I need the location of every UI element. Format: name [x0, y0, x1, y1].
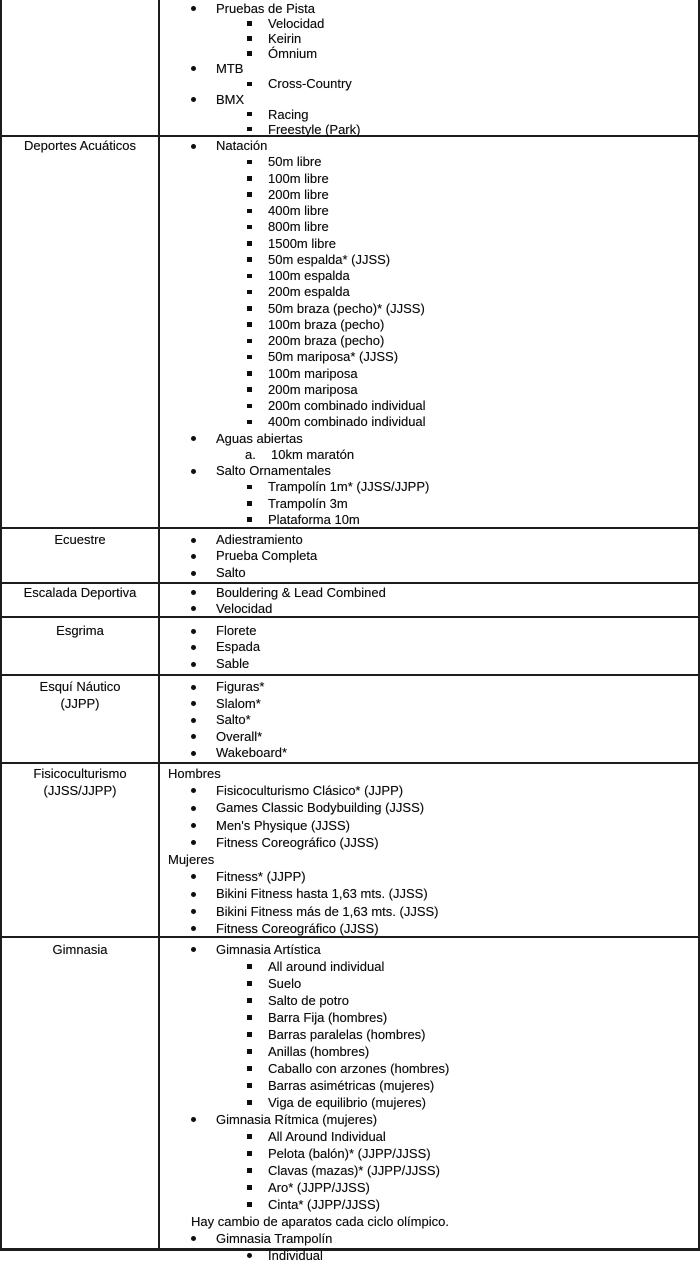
- dot-bullet-icon: [191, 469, 196, 474]
- square-bullet-icon: [247, 36, 252, 41]
- list-item-text: Gimnasia Rítmica (mujeres): [216, 1112, 378, 1127]
- list-item-text: 50m espalda* (JJSS): [268, 251, 391, 267]
- list-item: [160, 512, 698, 528]
- list-item-text: Salto Ornamentales: [216, 463, 331, 478]
- list-item-text: 10km maratón: [271, 446, 355, 462]
- list-item-text: Trampolín 1m* (JJSS/JJPP): [268, 479, 430, 495]
- list-item-text: 100m braza (pecho): [268, 316, 385, 332]
- list-item: [160, 903, 698, 920]
- list-item: [160, 765, 698, 782]
- category-cell: [2, 938, 160, 1248]
- dot-bullet-icon: [191, 892, 196, 897]
- square-bullet-icon: [247, 371, 252, 376]
- category-label: Deportes Acuáticos: [23, 138, 136, 153]
- table-row: [2, 0, 698, 137]
- dot-bullet-icon: [191, 718, 196, 723]
- list-item: [160, 679, 698, 696]
- items-cell: [160, 137, 698, 527]
- list-item: [160, 76, 698, 91]
- square-bullet-icon: [247, 160, 252, 165]
- list-item: [160, 122, 698, 137]
- list-item: [160, 1247, 698, 1264]
- list-item-text: Anillas (hombres): [268, 1044, 370, 1059]
- list-item: [160, 851, 698, 868]
- list-item-text: 50m libre: [268, 154, 322, 170]
- list-item: [160, 729, 698, 746]
- list-item-text: Salto*: [216, 712, 251, 727]
- list-item-text: Hombres: [168, 766, 221, 781]
- category-cell: [2, 0, 160, 135]
- category-cell: [2, 764, 160, 936]
- list-item: [160, 585, 698, 601]
- list-item-text: Espada: [216, 639, 261, 655]
- square-bullet-icon: [247, 404, 252, 409]
- table-row: [2, 584, 698, 618]
- list-item: [160, 203, 698, 219]
- list-item-text: Barras asimétricas (mujeres): [268, 1078, 435, 1093]
- list-item-text: Cinta* (JJPP/JJSS): [268, 1197, 380, 1212]
- square-bullet-icon: [247, 355, 252, 360]
- dot-bullet-icon: [191, 926, 196, 931]
- square-bullet-icon: [247, 1032, 252, 1037]
- list-item: [160, 1213, 698, 1230]
- list-item: [160, 479, 698, 495]
- square-bullet-icon: [247, 322, 252, 327]
- list-item: [160, 817, 698, 834]
- list-item-text: 50m braza (pecho)* (JJSS): [268, 300, 425, 316]
- list-item-text: Freestyle (Park): [268, 121, 361, 137]
- list-item-text: Barra Fija (hombres): [268, 1010, 388, 1025]
- list-item-text: 100m espalda: [268, 268, 350, 283]
- table-row: [2, 764, 698, 938]
- list-item: [160, 16, 698, 31]
- list-item: [160, 885, 698, 902]
- list-item-text: All Around Individual: [268, 1129, 386, 1144]
- dot-bullet-icon: [191, 685, 196, 690]
- dot-bullet-icon: [191, 734, 196, 739]
- square-bullet-icon: [247, 1168, 252, 1173]
- list-item: [160, 601, 698, 617]
- list-item: [160, 366, 698, 382]
- square-bullet-icon: [247, 1015, 252, 1020]
- list-item: [160, 301, 698, 317]
- items-cell: [160, 764, 698, 936]
- dot-bullet-icon: [191, 840, 196, 845]
- list-item: [160, 941, 698, 958]
- square-bullet-icon: [247, 339, 252, 344]
- list-item-text: Gimnasia Trampolín: [216, 1231, 333, 1246]
- list-item: [160, 656, 698, 672]
- list-item-text: Viga de equilibrio (mujeres): [268, 1095, 427, 1110]
- list-item-text: Pelota (balón)* (JJPP/JJSS): [268, 1146, 431, 1161]
- list-item: [160, 1, 698, 16]
- list-item: [160, 975, 698, 992]
- square-bullet-icon: [247, 127, 252, 132]
- items-cell: [160, 938, 698, 1263]
- list-item: [160, 317, 698, 333]
- list-item: [160, 284, 698, 300]
- items-cell: [160, 529, 698, 582]
- list-item-text: Cross-Country: [268, 76, 352, 92]
- category-label: Ecuestre: [54, 532, 106, 547]
- list-item-text: Salto: [216, 564, 246, 580]
- square-bullet-icon: [247, 241, 252, 246]
- list-item-text: 50m mariposa* (JJSS): [268, 349, 399, 365]
- list-item-text: Wakeboard*: [216, 745, 288, 760]
- dot-bullet-icon: [191, 788, 196, 793]
- category-label: Fisicoculturismo: [33, 766, 127, 781]
- table-row: [2, 618, 698, 676]
- list-item: [160, 61, 698, 76]
- dot-bullet-icon: [191, 1117, 196, 1122]
- list-item-text: Figuras*: [216, 679, 265, 694]
- list-item-text: 200m mariposa: [268, 381, 358, 397]
- list-item: [160, 782, 698, 799]
- square-bullet-icon: [247, 1066, 252, 1071]
- list-item-text: Bikini Fitness más de 1,63 mts. (JJSS): [216, 903, 439, 919]
- dot-bullet-icon: [191, 874, 196, 879]
- square-bullet-icon: [247, 176, 252, 181]
- list-item-text: Bikini Fitness hasta 1,63 mts. (JJSS): [216, 886, 428, 902]
- category-label: (JJPP): [60, 695, 100, 711]
- dot-bullet-icon: [191, 947, 196, 952]
- list-item: [160, 834, 698, 851]
- dot-bullet-icon: [191, 701, 196, 706]
- list-item: [160, 414, 698, 430]
- list-item: [160, 382, 698, 398]
- list-item-text: Fisicoculturismo Clásico* (JJPP): [216, 783, 404, 799]
- list-item: [160, 268, 698, 284]
- dot-bullet-icon: [191, 823, 196, 828]
- list-item-text: Individual: [268, 1248, 323, 1263]
- list-item-text: MTB: [216, 61, 244, 77]
- table-row: [2, 938, 698, 1263]
- list-item: [160, 171, 698, 187]
- list-item: [160, 696, 698, 713]
- square-bullet-icon: [247, 209, 252, 214]
- list-item: [160, 1077, 698, 1094]
- list-item: [160, 236, 698, 252]
- list-item: [160, 1162, 698, 1179]
- category-label: Esquí Náutico: [39, 679, 121, 694]
- alpha-marker: a.: [245, 446, 256, 462]
- square-bullet-icon: [247, 964, 252, 969]
- list-item-text: Overall*: [216, 728, 263, 744]
- dot-bullet-icon: [191, 436, 196, 441]
- dot-bullet-icon: [191, 538, 196, 543]
- square-bullet-icon: [247, 517, 252, 522]
- list-item: [160, 398, 698, 414]
- list-item: [160, 1026, 698, 1043]
- list-item: [160, 31, 698, 46]
- list-item: [160, 107, 698, 122]
- dot-bullet-icon: [191, 909, 196, 914]
- dot-bullet-icon: [191, 629, 196, 634]
- list-item: [160, 1094, 698, 1111]
- list-item-text: 100m libre: [268, 170, 329, 186]
- list-item: [160, 1060, 698, 1077]
- list-item: [160, 1145, 698, 1162]
- list-item-text: Bouldering & Lead Combined: [216, 585, 386, 600]
- square-bullet-icon: [247, 51, 252, 56]
- list-item: [160, 138, 698, 154]
- square-bullet-icon: [247, 1151, 252, 1156]
- items-cell: [160, 584, 698, 616]
- list-item-text: Florete: [216, 623, 257, 638]
- list-item: [160, 565, 698, 581]
- dot-bullet-icon: [191, 606, 196, 611]
- list-item: [160, 431, 698, 447]
- table-row: [2, 529, 698, 584]
- list-item-text: Adiestramiento: [216, 532, 303, 547]
- square-bullet-icon: [247, 1100, 252, 1105]
- list-item-text: 200m libre: [268, 186, 329, 202]
- list-item: [160, 496, 698, 512]
- category-cell: [2, 529, 160, 582]
- list-item-text: Gimnasia Artística: [216, 942, 321, 957]
- list-item-text: Fitness Coreográfico (JJSS): [216, 834, 379, 850]
- square-bullet-icon: [247, 1202, 252, 1207]
- list-item-text: Slalom*: [216, 695, 261, 711]
- list-item: [160, 992, 698, 1009]
- list-item: [160, 958, 698, 975]
- table-row: [2, 137, 698, 529]
- list-item: [160, 447, 698, 463]
- list-item: [160, 219, 698, 235]
- dot-bullet-icon: [191, 144, 196, 149]
- list-item: [160, 46, 698, 61]
- list-item-text: Natación: [216, 138, 268, 153]
- square-bullet-icon: [247, 485, 252, 490]
- list-item-text: BMX: [216, 91, 245, 107]
- list-item-text: Plataforma 10m: [268, 511, 360, 527]
- list-item-text: 400m libre: [268, 203, 329, 218]
- square-bullet-icon: [247, 1185, 252, 1190]
- list-item-text: Prueba Completa: [216, 548, 318, 564]
- square-bullet-icon: [247, 1049, 252, 1054]
- table-row: [2, 676, 698, 764]
- list-item: [160, 1128, 698, 1145]
- list-item-text: Men's Physique (JJSS): [216, 817, 350, 833]
- list-item-text: 400m combinado individual: [268, 414, 426, 430]
- list-item-text: Barras paralelas (hombres): [268, 1027, 426, 1042]
- items-cell: [160, 618, 698, 674]
- list-item-text: Ómnium: [268, 46, 318, 62]
- list-item: [160, 92, 698, 107]
- square-bullet-icon: [247, 387, 252, 392]
- list-item-text: Fitness* (JJPP): [216, 869, 306, 885]
- square-bullet-icon: [247, 192, 252, 197]
- list-item: [160, 1009, 698, 1026]
- list-item-text: 200m combinado individual: [268, 398, 426, 413]
- square-bullet-icon: [247, 257, 252, 262]
- list-item: [160, 712, 698, 729]
- list-item: [160, 1179, 698, 1196]
- list-item-text: All around individual: [268, 959, 385, 974]
- list-item-text: 800m libre: [268, 219, 329, 235]
- list-item: [160, 745, 698, 762]
- list-item-text: Sable: [216, 655, 250, 671]
- dot-bullet-icon: [191, 571, 196, 576]
- list-item-text: Racing: [268, 106, 309, 122]
- list-item-text: Fitness Coreográfico (JJSS): [216, 920, 379, 936]
- square-bullet-icon: [247, 420, 252, 425]
- list-item-text: Salto de potro: [268, 993, 349, 1008]
- square-bullet-icon: [247, 21, 252, 26]
- category-label: Esgrima: [56, 623, 104, 638]
- list-item: [160, 1196, 698, 1213]
- list-item-text: Clavas (mazas)* (JJPP/JJSS): [268, 1163, 440, 1178]
- list-item-text: Aro* (JJPP/JJSS): [268, 1180, 370, 1195]
- square-bullet-icon: [247, 82, 252, 87]
- list-item: [160, 349, 698, 365]
- list-item: [160, 333, 698, 349]
- category-cell: [2, 584, 160, 616]
- list-item-text: Suelo: [268, 976, 302, 991]
- category-label: Escalada Deportiva: [23, 585, 137, 600]
- list-item-text: 1500m libre: [268, 235, 336, 251]
- category-cell: [2, 618, 160, 674]
- list-item: [160, 548, 698, 564]
- category-cell: [2, 676, 160, 762]
- list-item: [160, 154, 698, 170]
- list-item-text: Velocidad: [216, 600, 273, 616]
- square-bullet-icon: [247, 112, 252, 117]
- list-item-text: 200m braza (pecho): [268, 333, 385, 348]
- square-bullet-icon: [247, 274, 252, 279]
- square-bullet-icon: [247, 501, 252, 506]
- list-item-text: Caballo con arzones (hombres): [268, 1061, 450, 1076]
- dot-bullet-icon: [191, 1236, 196, 1241]
- dot-bullet-icon: [247, 1253, 252, 1258]
- list-item-text: Velocidad: [268, 16, 325, 32]
- list-item-text: 200m espalda: [268, 284, 350, 300]
- dot-bullet-icon: [191, 6, 196, 11]
- items-cell: [160, 676, 698, 762]
- list-item: [160, 639, 698, 655]
- list-item: [160, 532, 698, 548]
- square-bullet-icon: [247, 1083, 252, 1088]
- list-item: [160, 623, 698, 639]
- list-item-text: Pruebas de Pista: [216, 1, 316, 16]
- dot-bullet-icon: [191, 554, 196, 559]
- dot-bullet-icon: [191, 66, 196, 71]
- list-item-text: Games Classic Bodybuilding (JJSS): [216, 800, 425, 816]
- list-item: [160, 799, 698, 816]
- list-item-text: Aguas abiertas: [216, 430, 303, 446]
- list-item: [160, 920, 698, 937]
- square-bullet-icon: [247, 998, 252, 1003]
- category-label: (JJSS/JJPP): [43, 783, 117, 799]
- square-bullet-icon: [247, 1134, 252, 1139]
- list-item: [160, 868, 698, 885]
- list-item: [160, 1043, 698, 1060]
- square-bullet-icon: [247, 306, 252, 311]
- list-item: [160, 463, 698, 479]
- square-bullet-icon: [247, 981, 252, 986]
- dot-bullet-icon: [191, 806, 196, 811]
- list-item-text: Trampolín 3m: [268, 495, 348, 511]
- dot-bullet-icon: [191, 645, 196, 650]
- items-cell: [160, 0, 698, 135]
- list-item-text: Keirin: [268, 31, 302, 47]
- list-item: [160, 1111, 698, 1128]
- list-item: [160, 252, 698, 268]
- list-item: [160, 1230, 698, 1247]
- dot-bullet-icon: [191, 662, 196, 667]
- category-label: Gimnasia: [52, 942, 108, 957]
- list-item-text: Hay cambio de aparatos cada ciclo olímpico.: [191, 1214, 449, 1229]
- dot-bullet-icon: [191, 590, 196, 595]
- dot-bullet-icon: [191, 751, 196, 756]
- list-item-text: 100m mariposa: [268, 365, 358, 381]
- list-item: [160, 187, 698, 203]
- category-cell: [2, 137, 160, 527]
- square-bullet-icon: [247, 225, 252, 230]
- list-item-text: Mujeres: [168, 852, 215, 868]
- dot-bullet-icon: [191, 97, 196, 102]
- square-bullet-icon: [247, 290, 252, 295]
